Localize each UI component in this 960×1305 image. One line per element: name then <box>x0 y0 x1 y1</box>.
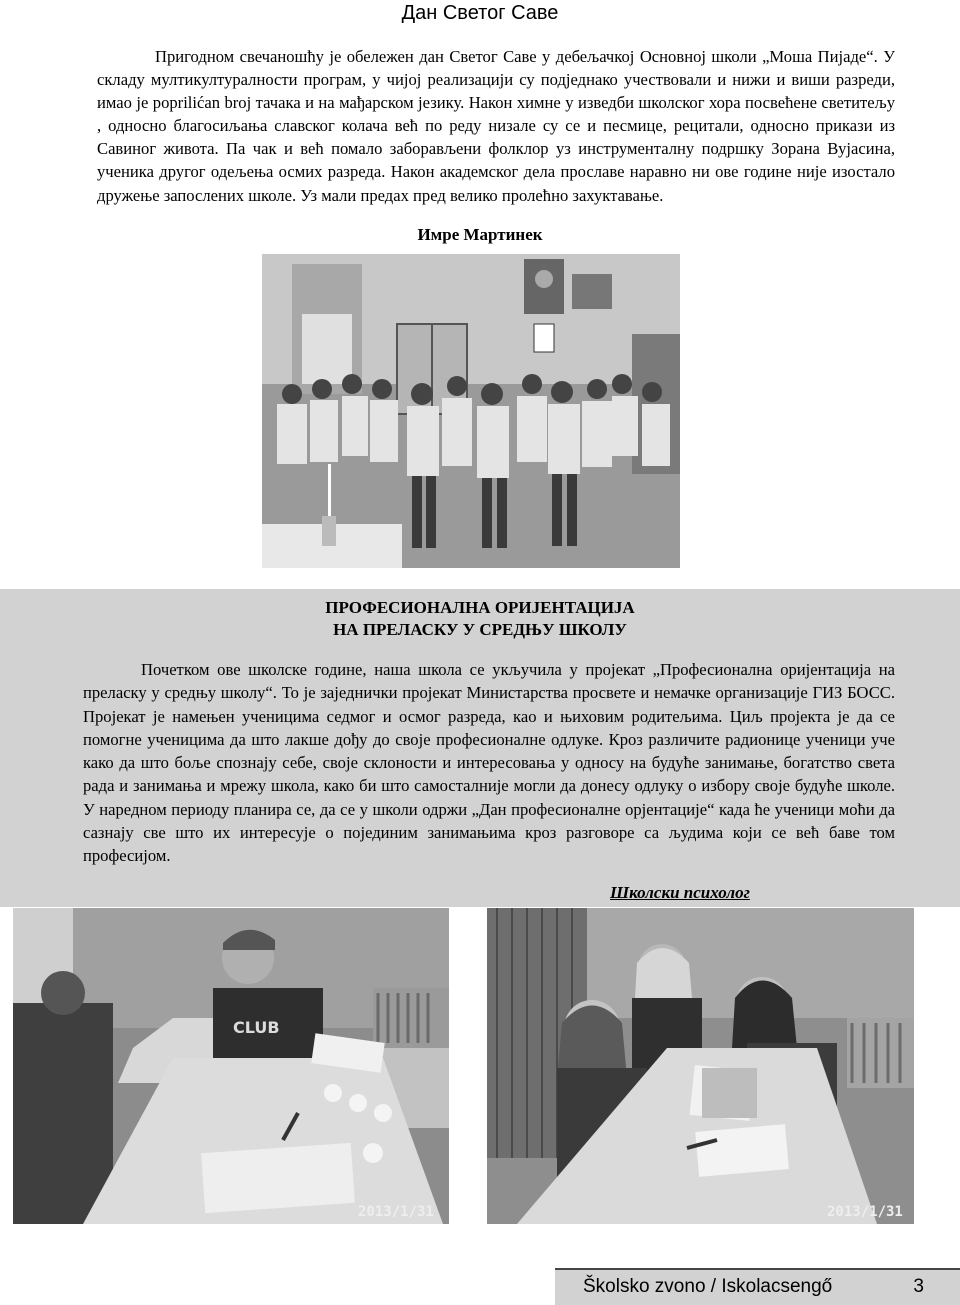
photo-date-stamp: 2013/1/31 <box>358 1204 434 1220</box>
workshop-photo-right <box>487 908 914 1224</box>
footer-bar <box>555 1268 960 1305</box>
section-heading-line1: ПРОФЕСИОНАЛНА ОРИЈЕНТАЦИЈА <box>325 598 635 617</box>
choir-photo <box>262 254 680 568</box>
photo-date-stamp: 2013/1/31 <box>827 1204 903 1220</box>
section-heading-line2: НА ПРЕЛАСКУ У СРЕДЊУ ШКОЛУ <box>333 620 627 639</box>
section-signature: Школски психолог <box>610 883 750 902</box>
article-title: Дан Светог Саве <box>401 2 559 24</box>
page-number: 3 <box>913 1276 924 1297</box>
section-body <box>83 658 895 868</box>
shirt-print: CLUB <box>233 1018 280 1037</box>
article-author: Имре Мартинек <box>417 225 543 244</box>
article-paragraph: Пригодном свечаношћу је обележен дан Светог Саве у дебељачкој Основној школи „Моша Пијаде“. У складу мултикултуралности програм, у чијој реализацији су подједнако учествовали и нижи и виши разреди, имао је poprilićan broj тачака и на мађарском језику. Након химне у изведби школског хора посвећене светитељу , односно благосиљања славског колача већ по реду низале су се и песмице, рецитали, односно прикази из Савиног живота. Па чак и већ помало заборављени фолклор уз инструменталну подршку Зорана Вујасина, ученика другог одељења осмих разреда. Након академског дела прославе наравно ни ове године није изостало дружење запослених школе. Уз мали предах пред велико пролећно захуктавање. <box>97 47 895 205</box>
footer-title: Školsko zvono / Iskolacsengő <box>583 1276 833 1297</box>
workshop-photo-left <box>13 908 449 1224</box>
section-paragraph: Почетком ове школске године, наша школа се укључила у пројекат „Професионална оријентација на преласку у средњу школу“. То је заједнички пројекат Министарства просвете и немачке организације ГИЗ БОСС. Пројекат је намењен ученицима седмог и осмог разреда, као и њиховим родитељима. Циљ пројекта је да се помогне ученицима да што лакше дођу до своје професионалне одлуке. Кроз различите радионице ученици уче како да што боље спознају себе, своје склоности и интересовања у односу на будуће занимање, богатство света рада и занимања и мрежу школа, како би што самосталније могли да донесу одлуку о избору своје будуће школе. У наредном периоду планира се, да се у школи одржи „Дан професионалне орјентације“ када ће ученици моћи да сазнају све што их интересује о појединим занимањима кроз разговоре са људима који се већ баве том професијом. <box>83 660 895 866</box>
article-body <box>97 45 895 207</box>
